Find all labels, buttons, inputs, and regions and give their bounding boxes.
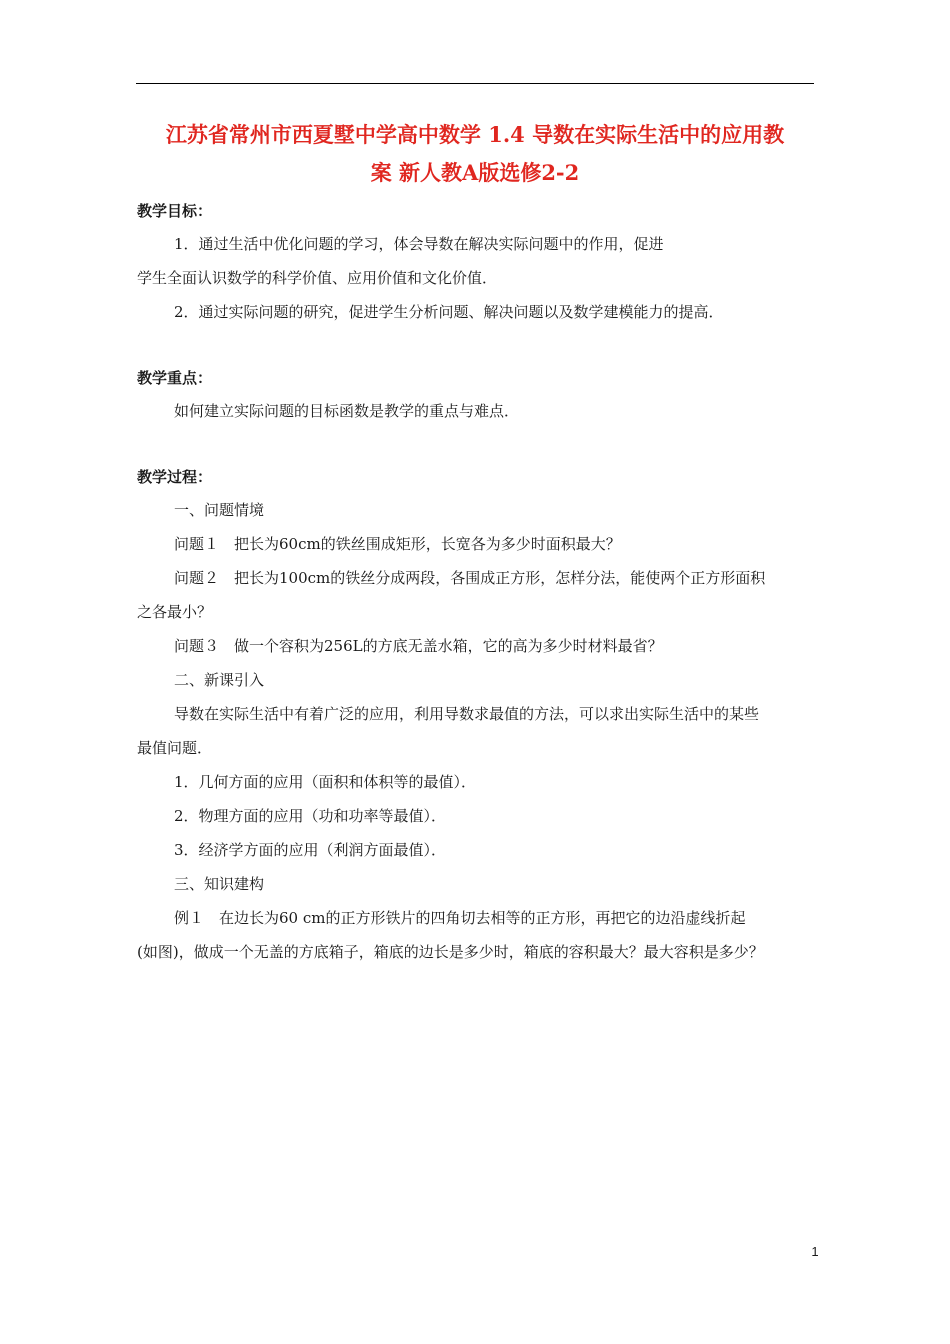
objectives-heading: 教学目标： (137, 202, 213, 220)
objective-2: 2．通过实际问题的研究，促进学生分析问题、解决问题以及数学建模能力的提高． (174, 303, 724, 321)
part-2-title: 二、新课引入 (174, 671, 265, 689)
intro-line-1: 导数在实际生活中有着广泛的应用，利用导数求最值的方法，可以求出实际生活中的某些 (174, 705, 760, 723)
problem-2-line-2: 之各最小？ (137, 603, 213, 621)
objective-1-line-2: 学生全面认识数学的科学价值、应用价值和文化价值． (137, 269, 498, 287)
example-1-line-2: (如图)，做成一个无盖的方底箱子，箱底的边长是多少时，箱底的容积最大？最大容积是多少？ (137, 943, 764, 961)
objective-1-line-1: 1．通过生活中优化问题的学习，体会导数在解决实际问题中的作用，促进 (174, 235, 664, 253)
application-1: 1．几何方面的应用（面积和体积等的最值）． (174, 773, 477, 791)
application-3: 3．经济学方面的应用（利润方面最值）． (174, 841, 447, 859)
document-title-line-1: 江苏省常州市西夏墅中学高中数学 1.4 导数在实际生活中的应用教 (165, 122, 785, 147)
document-title-line-2: 案 新人教A版选修2-2 (370, 160, 580, 185)
keypoints-heading: 教学重点： (137, 369, 213, 387)
problem-3: 问题３ 做一个容积为256L的方底无盖水箱，它的高为多少时材料最省？ (174, 637, 663, 655)
keypoints-text: 如何建立实际问题的目标函数是教学的重点与难点． (174, 402, 520, 420)
header-rule (136, 83, 814, 84)
process-heading: 教学过程： (137, 468, 213, 486)
part-1-title: 一、问题情境 (174, 501, 265, 519)
problem-1: 问题１ 把长为60cm的铁丝围成矩形，长宽各为多少时面积最大？ (174, 535, 621, 553)
example-1-line-1: 例１ 在边长为60 cm的正方形铁片的四角切去相等的正方形，再把它的边沿虚线折起 (174, 909, 746, 927)
application-2: 2．物理方面的应用（功和功率等最值）． (174, 807, 447, 825)
part-3-title: 三、知识建构 (174, 875, 265, 893)
intro-line-2: 最值问题． (137, 739, 213, 757)
page-number: 1 (811, 1244, 819, 1259)
problem-2-line-1: 问题２ 把长为100cm的铁丝分成两段，各围成正方形，怎样分法，能使两个正方形面积 (174, 569, 766, 587)
